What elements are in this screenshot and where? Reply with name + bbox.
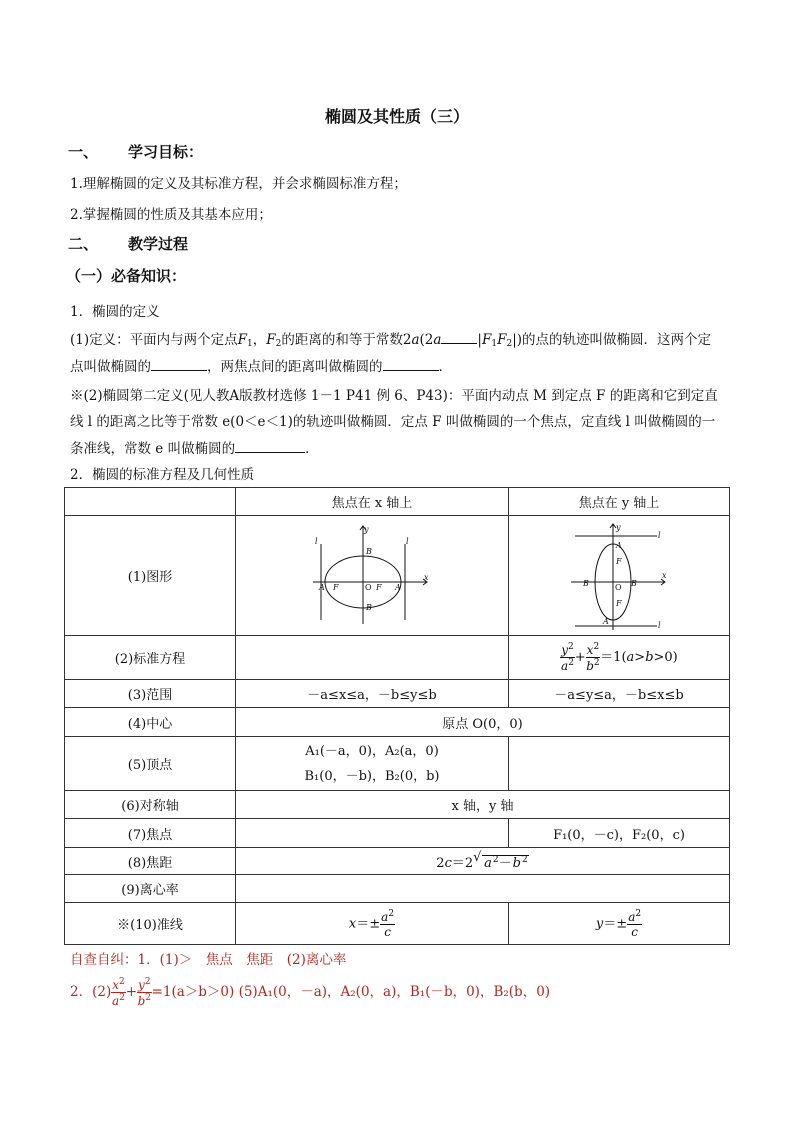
table-row bbox=[65, 819, 730, 848]
figure-y-ellipse bbox=[509, 516, 730, 636]
answer-line-2: 2．(2) $\frac{x^2}{a^2}$ + $\frac{y^2}{b^2}$ =1(a＞b＞0) (5)A₁(0，－a)，A₂(0，a)，B₁(－b，0)，B₂(b，0) bbox=[70, 977, 551, 1008]
section-heading-goals bbox=[68, 141, 203, 162]
svg-text:x: x bbox=[662, 570, 667, 580]
vertices-x: A₁(－a，0)，A₂(a，0) B₁(0，－b)，B₂(0，b) bbox=[236, 737, 509, 791]
ellipse-x-diagram bbox=[309, 520, 435, 632]
range-y: －a≤y≤a，－b≤x≤b bbox=[509, 680, 730, 708]
vertices-y bbox=[509, 737, 730, 791]
svg-text:B: B bbox=[631, 578, 637, 588]
svg-text:l: l bbox=[658, 530, 661, 540]
focal-distance-value: 2c＝2√ $a^2-b^2$ bbox=[236, 848, 730, 875]
foci-y: F₁(0，－c)，F₂(0，c) bbox=[509, 819, 730, 848]
row-label-axes: (6)对称轴 bbox=[65, 791, 236, 819]
svg-text:A: A bbox=[395, 582, 401, 592]
svg-text:l: l bbox=[658, 620, 661, 630]
table-row bbox=[65, 680, 730, 708]
svg-text:A: A bbox=[319, 582, 325, 592]
svg-text:F: F bbox=[333, 582, 339, 592]
svg-text:F: F bbox=[616, 598, 622, 608]
directrix-x: x＝± $\frac{a^2}{c}$ bbox=[236, 903, 509, 945]
definition-2-line-2: 线 l 的距离之比等于常数 e(0＜e＜1)的轨迹叫做椭圆．定点 F 叫做椭圆的一个焦点，定直线 l 叫做椭圆的一 bbox=[70, 414, 716, 430]
definition-2-line-1: ※(2)椭圆第二定义(见人教A版教材选修 1－1 P41 例 6、P43)：平面内动点 M 到定点 F 的距离和它到定直 bbox=[70, 388, 718, 404]
eccentricity-value bbox=[236, 875, 730, 903]
ellipse-y-diagram bbox=[569, 520, 669, 632]
foci-x bbox=[236, 819, 509, 848]
table-row bbox=[65, 791, 730, 819]
axes-value: x 轴，y 轴 bbox=[236, 791, 730, 819]
definition-2-line-3: 条准线，常数 e 叫做椭圆的 ． bbox=[70, 441, 319, 457]
svg-text:B: B bbox=[366, 602, 372, 612]
row-label-figure: (1)图形 bbox=[65, 516, 236, 636]
section-label: 学习目标： bbox=[128, 143, 204, 161]
section-number: 一、 bbox=[68, 143, 99, 161]
definition-1-line-2: 点叫做椭圆的 ，两焦点间的距离叫做椭圆的 ． bbox=[70, 359, 452, 375]
header-x-axis: 焦点在 x 轴上 bbox=[236, 488, 509, 516]
row-label-range: (3)范围 bbox=[65, 680, 236, 708]
answer-line-1: 自查自纠：1．(1)＞ 焦点 焦距 (2)离心率 bbox=[70, 952, 347, 968]
row-label-focal-distance: (8)焦距 bbox=[65, 848, 236, 875]
goal-1: 1.理解椭圆的定义及其标准方程，并会求椭圆标准方程； bbox=[70, 176, 407, 192]
table-row bbox=[65, 848, 730, 875]
goal-2: 2.掌握椭圆的性质及其基本应用； bbox=[70, 207, 272, 223]
table-row bbox=[65, 737, 730, 791]
svg-text:l: l bbox=[406, 536, 409, 546]
table-row bbox=[65, 488, 730, 516]
svg-text:A: A bbox=[603, 616, 609, 626]
section-number: 二、 bbox=[68, 235, 99, 253]
row-label-directrix: ※(10)准线 bbox=[65, 903, 236, 945]
table-row bbox=[65, 903, 730, 945]
row-label-vertices: (5)顶点 bbox=[65, 737, 236, 791]
table-cell bbox=[65, 488, 236, 516]
directrix-y: y＝± $\frac{a^2}{c}$ bbox=[509, 903, 730, 945]
svg-text:B: B bbox=[366, 546, 372, 556]
svg-text:y: y bbox=[364, 524, 369, 534]
row-label-center: (4)中心 bbox=[65, 708, 236, 737]
row-label-equation: (2)标准方程 bbox=[65, 636, 236, 680]
svg-text:B: B bbox=[583, 578, 589, 588]
section-heading-process bbox=[68, 233, 188, 254]
svg-text:A: A bbox=[616, 540, 622, 550]
equation-x bbox=[236, 636, 509, 680]
svg-text:x: x bbox=[424, 572, 429, 582]
figure-x-ellipse bbox=[236, 516, 509, 636]
properties-heading: 2．椭圆的标准方程及几何性质 bbox=[70, 467, 255, 483]
definition-heading: 1．椭圆的定义 bbox=[70, 304, 160, 320]
range-x: －a≤x≤a，－b≤y≤b bbox=[236, 680, 509, 708]
row-label-foci: (7)焦点 bbox=[65, 819, 236, 848]
section-label: 教学过程 bbox=[128, 235, 189, 253]
svg-text:F: F bbox=[616, 556, 622, 566]
table-row bbox=[65, 708, 730, 737]
table-row bbox=[65, 516, 730, 636]
svg-text:O: O bbox=[615, 582, 622, 592]
header-y-axis: 焦点在 y 轴上 bbox=[509, 488, 730, 516]
svg-text:y: y bbox=[616, 522, 621, 532]
svg-text:F: F bbox=[376, 582, 382, 592]
row-label-eccentricity: (9)离心率 bbox=[65, 875, 236, 903]
equation-y: $\frac{y^2}{a^2}$ + $\frac{x^2}{b^2}$ ＝1(a>b>0) bbox=[509, 636, 730, 680]
center-value: 原点 O(0，0) bbox=[236, 708, 730, 737]
definition-1-line-1: (1)定义：平面内与两个定点$F_1$，$F_2$的距离的和等于常数2a(2a $|F_1F_2|$)的点的轨迹叫做椭圆．这两个定 bbox=[70, 332, 712, 349]
svg-text:l: l bbox=[315, 536, 318, 546]
subsection-heading: （一）必备知识： bbox=[66, 267, 187, 285]
table-row bbox=[65, 875, 730, 903]
svg-text:O: O bbox=[365, 582, 372, 592]
table-row bbox=[65, 636, 730, 680]
ellipse-properties-table bbox=[64, 487, 730, 945]
page-title: 椭圆及其性质（三） bbox=[324, 107, 469, 126]
